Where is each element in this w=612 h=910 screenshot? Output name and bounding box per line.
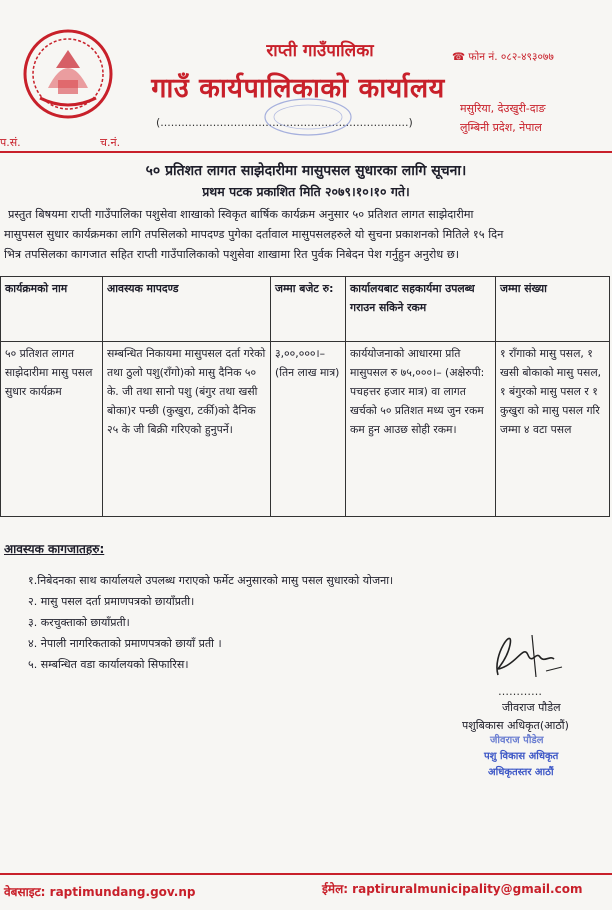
- office-name: गाउँ कार्यपालिकाको कार्यालय: [151, 73, 445, 104]
- notice-body: [4, 205, 608, 265]
- reference-number-label: प.सं.: [0, 136, 21, 149]
- footer-divider: [0, 873, 612, 875]
- list-item: १.निबेदनका साथ कार्यालयले उपलब्ध गराएको फर्मेट अनुसारको मासु पसल सुधारको योजना।: [28, 574, 394, 587]
- officer-stamp: [462, 718, 570, 782]
- date-blank: (.......................................................................): [156, 116, 413, 129]
- header-divider: [0, 151, 612, 153]
- stamp-text: जीवराज पौडेल: [490, 735, 544, 746]
- table-header: जम्मा बजेट रु:: [271, 277, 346, 342]
- address-line-2: लुम्बिनी प्रदेश, नेपाल: [460, 121, 542, 134]
- table-header: जम्मा संख्या: [496, 277, 610, 342]
- table-header: आवस्यक मापदण्ड: [103, 277, 271, 342]
- website-link[interactable]: वेबसाइट: raptimundang.gov.np: [4, 885, 196, 899]
- table-cell: सम्बन्धित निकायमा मासुपसल दर्ता गरेको तथा ठुलो पशु(राँगो)को मासु दैनिक ५० के. जी तथा सानो पशु (बंगुर तथा खसी बोका)र पन्छी (कुखुरा, टर्की)को दैनिक २५ के जी बिक्री गरिएको हुनुपर्ने।: [103, 342, 271, 517]
- table-cell: कार्ययोजनाको आधारमा प्रति मासुपसल रु ७५,०००।– (अक्षेरुपी: पचहत्तर हजार मात्र) वा लागत खर्चको ५० प्रतिशत मध्य जुन रकम कम हुन आउछ सोही रकम।: [346, 342, 496, 517]
- publication-date: प्रथम पटक प्रकाशित मिति २०७९।१०।१० गते।: [202, 184, 410, 199]
- notice-body-line: मासुपसल सुधार कार्यक्रमका लागि तपसिलको मापदण्ड पुगेका दर्तावाल मासुपसलहरुले यो सुचना प्रकाशनको मितिले १५ दिन: [4, 228, 504, 241]
- table-cell: १ राँगाको मासु पसल, १ खसी बोकाको मासु पसल, १ बंगुरको मासु पसल र १ कुखुरा को मासु पसल गरि जम्मा ४ वटा पसल: [496, 342, 610, 517]
- signature-dots: …………: [498, 685, 542, 698]
- phone-number: ☎ फोन नं. ०८२-४९३०७७: [452, 51, 554, 63]
- stamp-text: पशु विकास अधिकृत: [484, 751, 559, 762]
- list-item: ३. करचुक्ताको छायाँप्रती।: [28, 616, 130, 629]
- table-header-row: [1, 277, 610, 342]
- list-item: २. मासु पसल दर्ता प्रमाणपत्रको छायाँप्रती।: [28, 595, 195, 608]
- officer-title: पशुबिकास अधिकृत(आठौं): [462, 719, 569, 732]
- table-cell: ३,००,०००।– (तिन लाख मात्र): [271, 342, 346, 517]
- officer-name: जीवराज पौडेल: [502, 701, 561, 714]
- list-item: ४. नेपाली नागरिकताको प्रमाणपत्रको छायाँ प्रती ।: [28, 637, 222, 650]
- table-cell: ५० प्रतिशत लागत साझेदारीमा मासु पसल सुधार कार्यक्रम: [1, 342, 103, 517]
- address-line-1: मसुरिया, देउखुरी-दाङ: [460, 102, 546, 115]
- table-header: कार्यालयबाट सहकार्यमा उपलब्ध गराउन सकिने रकम: [346, 277, 496, 342]
- table-header: कार्यक्रमको नाम: [1, 277, 103, 342]
- nepal-emblem-icon: [22, 28, 114, 120]
- office-stamp-icon: [262, 96, 354, 138]
- notice-body-line: भित्र तपसिलका कागजात सहित राप्ती गाउँपालिकाको पशुसेवा शाखामा रित पुर्वक निबेदन पेश गर्नुहुन अनुरोध छ।: [4, 248, 460, 261]
- stamp-text: अधिकृतस्तर आठौं: [488, 767, 554, 778]
- signature-icon: [484, 615, 574, 687]
- documents-list: [28, 570, 393, 675]
- dispatch-number-label: च.नं.: [100, 136, 121, 149]
- table-row: [1, 342, 610, 517]
- notice-title: ५० प्रतिशत लागत साझेदारीमा मासुपसल सुधारका लागि सूचना।: [145, 163, 467, 179]
- notice-body-line: प्रस्तुत बिषयमा राप्ती गाउँपालिका पशुसेवा शाखाको स्विकृत बार्षिक कार्यक्रम अनुसार ५० प्रतिशत लागत साझेदारीमा: [8, 208, 474, 221]
- criteria-table: [0, 276, 610, 517]
- email-link[interactable]: ईमेल: raptiruralmunicipality@gmail.com: [322, 882, 583, 896]
- documents-heading: आवस्यक कागजातहरु:: [4, 542, 105, 556]
- list-item: ५. सम्बन्धित वडा कार्यालयको सिफारिस।: [28, 658, 189, 671]
- municipality-name: राप्ती गाउँपालिका: [266, 41, 374, 61]
